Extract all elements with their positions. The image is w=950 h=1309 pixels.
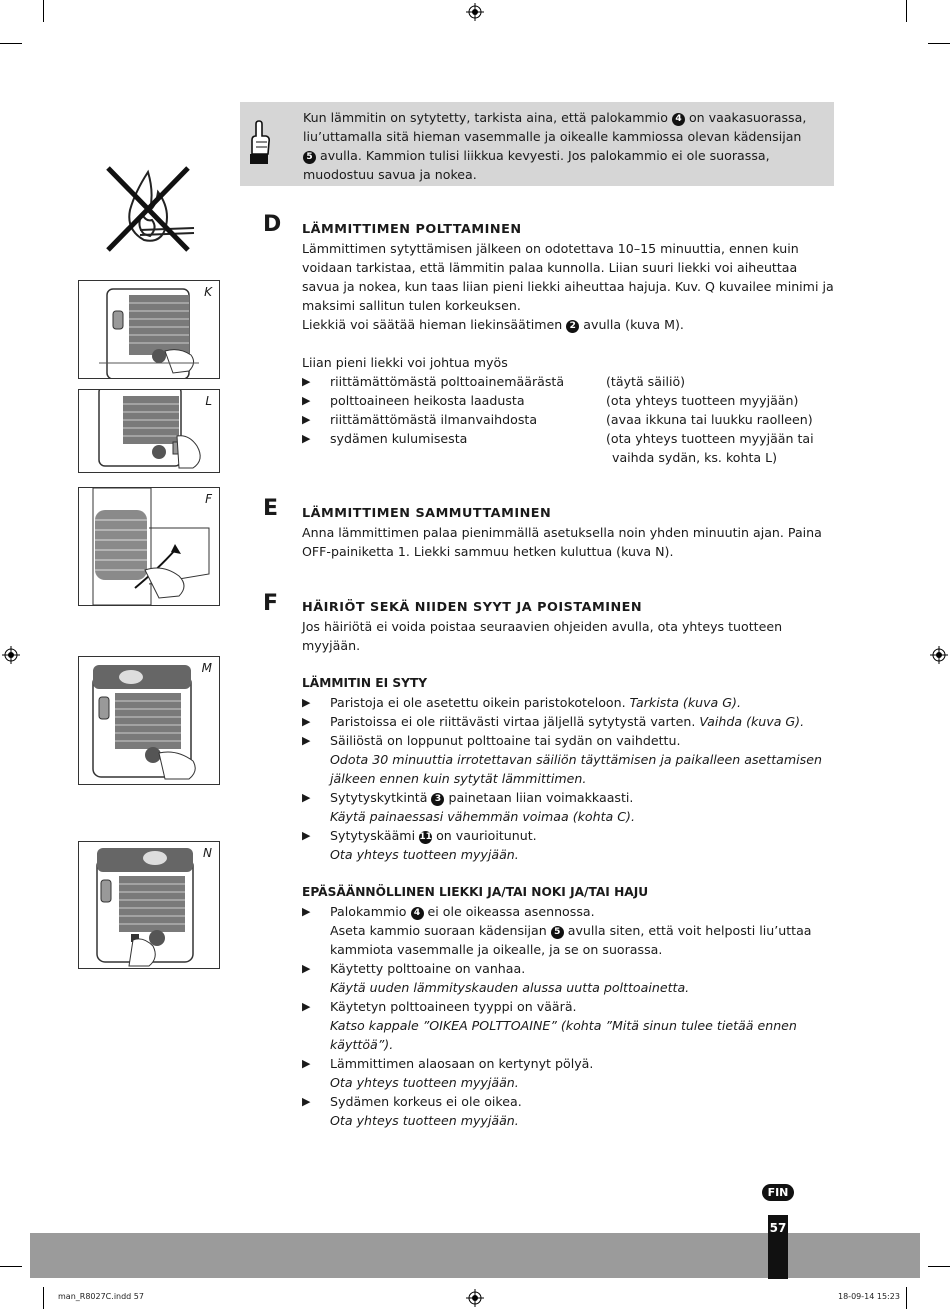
bullet-arrow-icon: ▶ (302, 829, 311, 842)
section-letter: F (263, 591, 279, 616)
bullet-arrow-icon: ▶ (302, 375, 311, 388)
bullet-arrow-icon: ▶ (302, 1057, 311, 1070)
crop-mark (928, 43, 950, 44)
list-item: ▶ Palokammio 4 ei ole oikeassa asennossa. Aseta kammio suoraan kädensijan 5 avulla siten, että voit helposti liu’uttaa kammiota vasemmalle ja oikealle, ja se on suorassa. (302, 904, 812, 957)
bullet-arrow-icon: ▶ (302, 696, 311, 709)
section-title: LÄMMITTIMEN POLTTAMINEN (302, 222, 522, 237)
section-e (302, 504, 834, 561)
figure-l (78, 389, 220, 473)
cause-row: ▶ riittämättömästä polttoainemäärästä (täytä säiliö) (302, 374, 686, 389)
registration-mark-icon (930, 646, 948, 664)
language-badge: FIN (762, 1184, 794, 1201)
figure-m (78, 656, 220, 785)
crop-mark (43, 0, 44, 22)
page-number: 57 (768, 1215, 788, 1279)
section-letter: D (263, 212, 282, 237)
section-letter: E (263, 496, 279, 521)
list-item: ▶ Säiliöstä on loppunut polttoaine tai sydän on vaihdettu. Odota 30 minuuttia irrotettavan säiliön täyttämisen ja paikalleen asettamisen jälkeen ennen kuin sytytät lämmittimen. (302, 733, 822, 786)
bullet-arrow-icon: ▶ (302, 715, 311, 728)
pointing-hand-icon (246, 120, 272, 166)
no-open-flame-icon (100, 162, 196, 254)
part-number-badge: 4 (672, 113, 685, 126)
crop-mark (0, 1266, 22, 1267)
bullet-arrow-icon: ▶ (302, 734, 311, 747)
figure-label: N (203, 846, 212, 860)
bullet-arrow-icon: ▶ (302, 905, 311, 918)
note-box (240, 102, 834, 186)
section-title: LÄMMITTIMEN SAMMUTTAMINEN (302, 506, 552, 521)
list-item: ▶ Sytytyskäämi 11 on vaurioitunut. Ota yhteys tuotteen myyjään. (302, 828, 537, 862)
cause-row: ▶ polttoaineen heikosta laadusta (ota yhteys tuotteen myyjään) (302, 393, 799, 408)
crop-mark (43, 1287, 44, 1309)
paragraph: Lämmittimen sytyttämisen jälkeen on odotettava 10–15 minuuttia, ennen kuin voidaan tarkistaa, että lämmitin palaa kunnolla. Liian suuri liekki voi aiheuttaa savua ja nokea, kun taas liian pieni liekki aiheuttaa hajuja. Kuv. Q kuvailee minimi ja maksimi sallitun tulen korkeuksen. (302, 241, 834, 313)
list-item: ▶ Paristoja ei ole asetettu oikein paristokoteloon. Tarkista (kuva G). (302, 695, 741, 710)
registration-mark-icon (466, 3, 484, 21)
crop-mark (906, 1287, 907, 1309)
part-number-badge: 2 (566, 320, 579, 333)
list-item: ▶ Sytytyskytkintä 3 painetaan liian voimakkaasti. Käytä painaessasi vähemmän voimaa (kohta C). (302, 790, 635, 824)
paragraph: Liian pieni liekki voi johtua myös (302, 355, 508, 370)
figure-n (78, 841, 220, 969)
figure-k (78, 280, 220, 379)
list-item: ▶ Käytetyn polttoaineen tyyppi on väärä. Katso kappale ”OIKEA POLTTOAINE” (kohta ”Mitä sinun tulee tietää ennen käyttöä”). (302, 999, 797, 1052)
figure-label: M (201, 661, 212, 675)
bullet-arrow-icon: ▶ (302, 1095, 311, 1108)
bullet-arrow-icon: ▶ (302, 962, 311, 975)
figure-label: K (204, 285, 212, 299)
list-item: ▶ Lämmittimen alaosaan on kertynyt pölyä. Ota yhteys tuotteen myyjään. (302, 1056, 594, 1090)
figure-f (78, 487, 220, 606)
list-item: ▶ Paristoissa ei ole riittävästi virtaa jäljellä sytytystä varten. Vaihda (kuva G). (302, 714, 805, 729)
registration-mark-icon (466, 1289, 484, 1307)
list-item: ▶ Käytetty polttoaine on vanhaa. Käytä uuden lämmityskauden alussa uutta polttoainetta. (302, 961, 690, 995)
section-title: HÄIRIÖT SEKÄ NIIDEN SYYT JA POISTAMINEN (302, 600, 643, 615)
list-item: ▶ Sydämen korkeus ei ole oikea. Ota yhteys tuotteen myyjään. (302, 1094, 522, 1128)
subsection-title: LÄMMITIN EI SYTY (302, 676, 428, 690)
bullet-arrow-icon: ▶ (302, 432, 311, 445)
bullet-arrow-icon: ▶ (302, 394, 311, 407)
figure-label: L (205, 394, 212, 408)
crop-mark (928, 1266, 950, 1267)
part-number-badge: 3 (431, 793, 444, 806)
bullet-arrow-icon: ▶ (302, 791, 311, 804)
bullet-arrow-icon: ▶ (302, 413, 311, 426)
cause-row: ▶ riittämättömästä ilmanvaihdosta (avaa ikkuna tai luukku raolleen) (302, 412, 813, 427)
crop-mark (0, 43, 22, 44)
section-d (302, 220, 834, 467)
bullet-arrow-icon: ▶ (302, 1000, 311, 1013)
part-number-badge: 5 (551, 926, 564, 939)
note-text: Kun lämmitin on sytytetty, tarkista aina, että palokammio 4 on vaakasuorassa, liu’uttamalla sitä hieman vasemmalle ja oikealle kammiossa olevan kädensijan 5 avulla. Kammion tulisi liikkua kevyesti. Jos palokammio ei ole suorassa, muodostuu savua ja nokea. (303, 110, 807, 182)
part-number-badge: 4 (411, 907, 424, 920)
part-number-badge: 5 (303, 151, 316, 164)
crop-mark (906, 0, 907, 22)
paragraph: Jos häiriötä ei voida poistaa seuraavien ohjeiden avulla, ota yhteys tuotteen myyjään. (302, 619, 783, 653)
paragraph: Liekkiä voi säätää hieman liekinsäätimen 2 avulla (kuva M). (302, 317, 684, 332)
date-slug: 18-09-14 15:23 (838, 1292, 900, 1301)
part-number-badge: 11 (419, 832, 432, 842)
section-f (302, 598, 834, 1130)
figure-label: F (205, 492, 212, 506)
cause-row: ▶ sydämen kulumisesta (ota yhteys tuotteen myyjään tai (302, 431, 814, 446)
subsection-title: EPÄSÄÄNNÖLLINEN LIEKKI JA/TAI NOKI JA/TAI HAJU (302, 885, 649, 899)
file-slug: man_R8027C.indd 57 (58, 1292, 144, 1301)
registration-mark-icon (2, 646, 20, 664)
cause-row: vaihda sydän, ks. kohta L) (612, 450, 778, 465)
paragraph: Anna lämmittimen palaa pienimmällä asetuksella noin yhden minuutin ajan. Paina OFF-painiketta 1. Liekki sammuu hetken kuluttua (kuva N). (302, 525, 822, 559)
